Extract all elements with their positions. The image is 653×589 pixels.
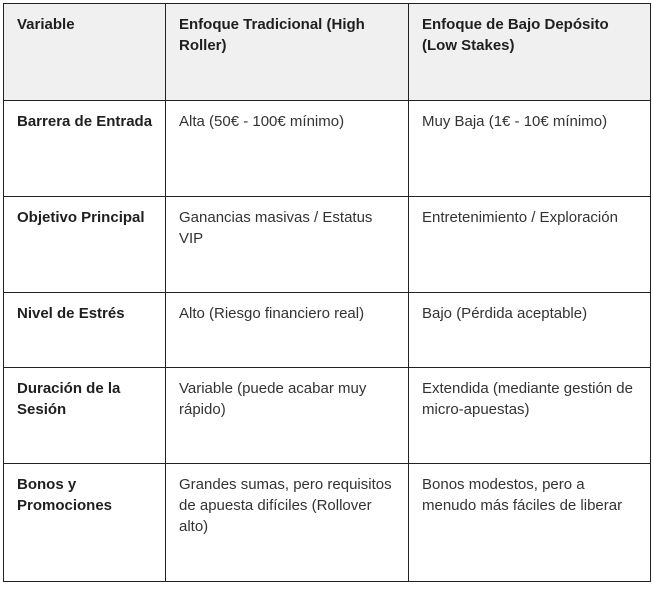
- table-row: [4, 368, 651, 464]
- table-row: [4, 464, 651, 582]
- header-traditional: Enfoque Tradicional (High Roller): [166, 4, 409, 101]
- table-row: [4, 101, 651, 197]
- header-low-stakes: Enfoque de Bajo Depósito (Low Stakes): [409, 4, 651, 101]
- row-variable: Duración de la Sesión: [4, 368, 166, 464]
- row-traditional: Ganancias masivas / Estatus VIP: [166, 197, 409, 293]
- row-traditional: Alta (50€ - 100€ mínimo): [166, 101, 409, 197]
- table-row: [4, 293, 651, 368]
- header-row: [4, 4, 651, 101]
- row-low-stakes: Extendida (mediante gestión de micro-apuestas): [409, 368, 651, 464]
- row-low-stakes: Entretenimiento / Exploración: [409, 197, 651, 293]
- row-variable: Bonos y Promociones: [4, 464, 166, 582]
- row-traditional: Grandes sumas, pero requisitos de apuesta difíciles (Rollover alto): [166, 464, 409, 582]
- row-low-stakes: Bonos modestos, pero a menudo más fáciles de liberar: [409, 464, 651, 582]
- row-low-stakes: Bajo (Pérdida aceptable): [409, 293, 651, 368]
- row-low-stakes: Muy Baja (1€ - 10€ mínimo): [409, 101, 651, 197]
- table-row: [4, 197, 651, 293]
- row-variable: Barrera de Entrada: [4, 101, 166, 197]
- row-traditional: Variable (puede acabar muy rápido): [166, 368, 409, 464]
- row-traditional: Alto (Riesgo financiero real): [166, 293, 409, 368]
- row-variable: Nivel de Estrés: [4, 293, 166, 368]
- comparison-table: [3, 3, 651, 582]
- header-variable: Variable: [4, 4, 166, 101]
- row-variable: Objetivo Principal: [4, 197, 166, 293]
